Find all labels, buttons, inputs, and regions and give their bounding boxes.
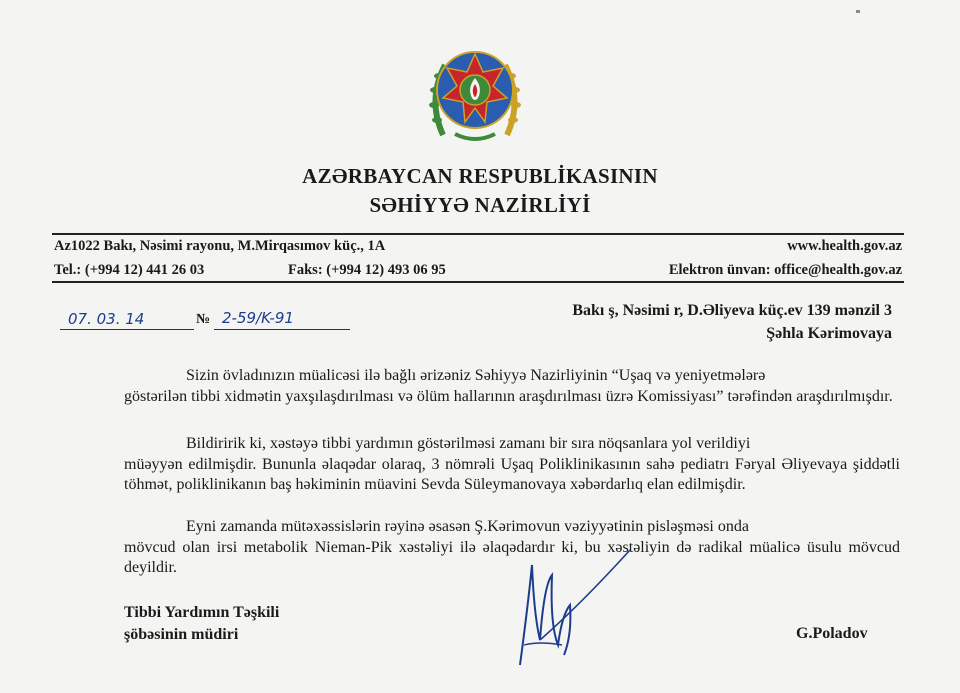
ministry-fax: Faks: (+994 12) 493 06 95	[288, 262, 446, 278]
state-emblem-icon	[425, 40, 525, 148]
scan-mark	[856, 10, 860, 13]
date-underline	[60, 329, 194, 330]
number-label: №	[196, 312, 211, 327]
paragraph-1-first-line: Sizin övladınızın müalicəsi ilə bağlı ərizəniz Səhiyyə Nazirliyinin “Uşaq və yeniyetmələrə	[186, 367, 766, 384]
body-paragraph-2	[124, 434, 900, 496]
recipient-name: Şəhla Kərimovaya	[766, 325, 892, 342]
ministry-title-line1: AZƏRBAYCAN RESPUBLİKASININ	[302, 164, 658, 188]
letter-number: 2-59/K-91	[222, 309, 294, 327]
paragraph-2-first-line: Bildiririk ki, xəstəyə tibbi yardımın göstərilməsi zamanı bir sıra nöqsanlara yol verildiyi	[186, 435, 751, 452]
body-paragraph-1	[124, 366, 900, 407]
ministry-phone: Tel.: (+994 12) 441 26 03	[54, 262, 205, 278]
handwritten-signature-icon	[500, 545, 640, 675]
signatory-position-line1: Tibbi Yardımın Təşkili	[124, 604, 280, 621]
signatory-name: G.Poladov	[796, 625, 868, 642]
paragraph-2-rest: müəyyən edilmişdir. Bununla əlaqədar olaraq, 3 nömrəli Uşaq Poliklinikasının sahə pediatrı Fəryal Əliyevaya şiddətli töhmət, poliklinikanın baş həkiminin müavini Sevda Süleymanovaya xəbərdarlıq elan edilmişdir.	[124, 455, 900, 493]
number-underline	[214, 329, 350, 330]
paragraph-3-rest: mövcud olan irsi metabolik Nieman-Pik xəstəliyi ilə əlaqədardır ki, bu xəstəliyin də radikal müalicə üsulu mövcud deyildir.	[124, 538, 900, 576]
paragraph-3-first-line: Eyni zamanda mütəxəssislərin rəyinə əsasən Ş.Kərimovun vəziyyətinin pisləşməsi onda	[186, 518, 749, 535]
header-divider-bottom	[52, 281, 904, 283]
paragraph-1-rest: göstərilən tibbi xidmətin yaxşılaşdırılması və ölüm hallarının araşdırılması üzrə Komissiyası” tərəfindən araşdırılmışdır.	[124, 387, 893, 405]
ministry-website: www.health.gov.az	[787, 238, 902, 254]
recipient-address: Bakı ş, Nəsimi r, D.Əliyeva küç.ev 139 mənzil 3	[572, 302, 892, 319]
ministry-title-line2: SƏHİYYƏ NAZİRLİYİ	[369, 193, 591, 217]
letter-date: 07. 03. 14	[68, 310, 145, 328]
header-divider-top	[52, 233, 904, 235]
ministry-address: Az1022 Bakı, Nəsimi rayonu, M.Mirqasımov küç., 1A	[54, 238, 386, 254]
ministry-email: Elektron ünvan: office@health.gov.az	[668, 262, 902, 278]
signatory-position-line2: şöbəsinin müdiri	[124, 626, 239, 643]
